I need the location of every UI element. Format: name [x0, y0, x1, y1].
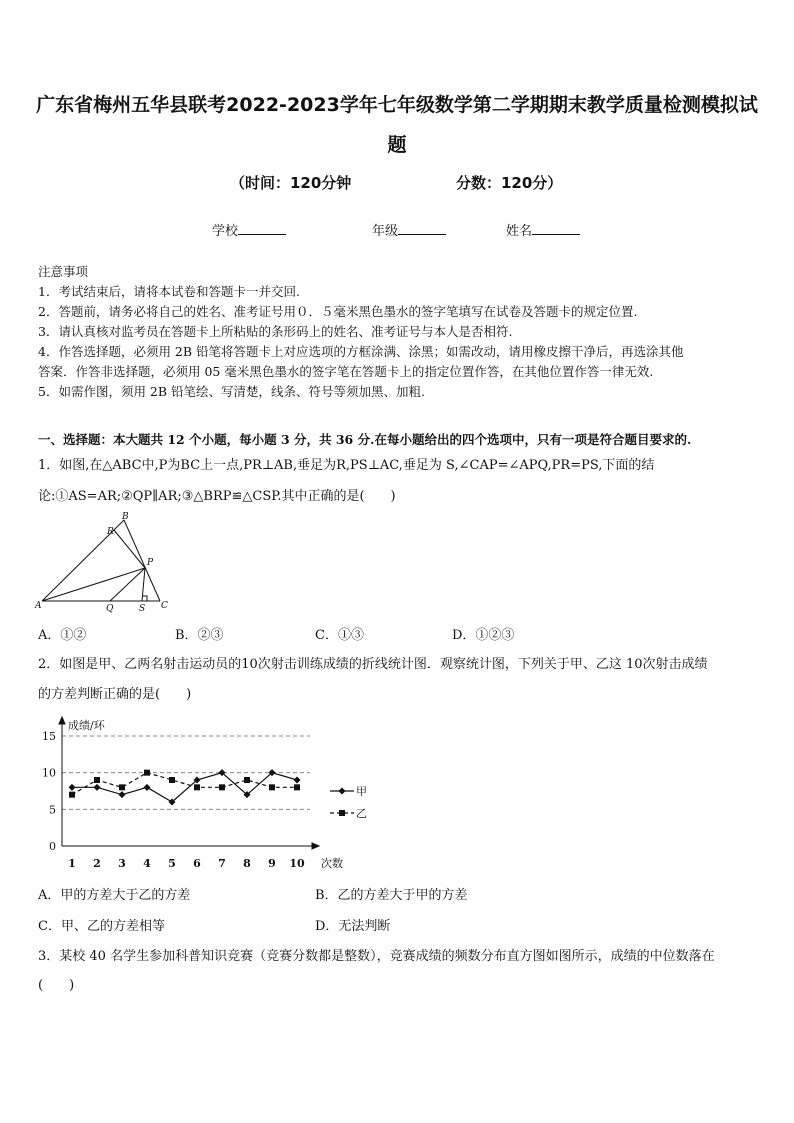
segment-bc	[124, 520, 160, 601]
school-blank	[238, 222, 286, 235]
chart-point-yi	[119, 784, 125, 790]
chart-x-tick-label: 10	[289, 857, 305, 870]
chart-y-tick-label: 0	[49, 840, 56, 853]
q1-triangle-figure	[34, 510, 174, 614]
notes-heading: 注意事项	[38, 264, 89, 279]
label-c: C	[161, 601, 168, 611]
segment-ap	[42, 568, 145, 601]
note-item: 5．如需作图，须用 2B 铅笔绘、写清楚，线条、符号等须加黑、加粗.	[38, 384, 426, 399]
chart-point-jia	[94, 784, 101, 791]
name-blank	[532, 222, 580, 235]
chart-x-tick-label: 9	[268, 857, 276, 870]
q1-option-d: D．①②③	[452, 628, 515, 643]
chart-y-tick-label: 15	[42, 730, 56, 743]
chart-series-line-0	[72, 773, 297, 802]
exam-title-line2: 题	[387, 134, 407, 156]
label-r: R	[107, 527, 114, 537]
q2-stem-line2: 的方差判断正确的是( )	[38, 687, 192, 702]
name-field	[506, 222, 580, 242]
x-axis-arrow-icon	[312, 843, 319, 849]
q2-score-line-chart	[34, 712, 367, 874]
chart-point-jia	[119, 791, 126, 798]
chart-x-tick-label: 8	[243, 857, 251, 870]
chart-point-jia	[144, 784, 151, 791]
chart-point-yi	[69, 792, 75, 798]
chart-x-tick-label: 3	[118, 857, 126, 870]
label-p: P	[147, 558, 154, 568]
q1-stem-line2: 论:①AS=AR;②QP∥AR;③△BRP≌△CSP.其中正确的是( )	[38, 489, 396, 504]
chart-x-tick-label: 4	[143, 857, 151, 870]
chart-point-yi	[294, 784, 300, 790]
q2-stem-line1: 2．如图是甲、乙两名射击运动员的10次射击训练成绩的折线统计图．观察统计图，下列关于甲、乙这 10次射击成绩	[38, 657, 708, 672]
section1-heading: 一、选择题：本大题共 12 个小题，每小题 3 分，共 36 分.在每小题给出的四个选项中，只有一项是符合题目要求的.	[38, 432, 692, 447]
label-a: A	[35, 601, 42, 611]
notes-block	[38, 262, 758, 402]
grade-label: 年级	[372, 224, 399, 239]
chart-point-jia	[69, 784, 76, 791]
chart-x-axis-label: 次数	[321, 857, 343, 870]
q3-stem-line1: 3．某校 40 名学生参加科普知识竞赛（竞赛分数都是整数），竞赛成绩的频数分布直方图如图所示，成绩的中位数落在	[38, 949, 715, 964]
name-label: 姓名	[506, 224, 533, 239]
y-axis-arrow-icon	[59, 717, 65, 724]
note-item: 1．考试结束后，请将本试卷和答题卡一并交回.	[38, 284, 300, 299]
segment-pq	[110, 568, 145, 601]
chart-y-tick-label: 10	[42, 766, 56, 780]
label-s: S	[139, 604, 146, 614]
chart-point-yi	[219, 784, 225, 790]
exam-score: 分数：120分）	[456, 174, 563, 192]
legend-diamond-icon	[338, 787, 345, 794]
chart-point-yi	[169, 777, 175, 783]
chart-point-yi	[144, 770, 150, 776]
segment-pr	[114, 530, 145, 568]
note-item: 2．答题前，请务必将自己的姓名、准考证号用０．５毫米黑色墨水的签字笔填写在试卷及答题卡的规定位置.	[38, 304, 638, 319]
legend-square-icon	[339, 810, 345, 816]
chart-y-axis-label: 成绩/环	[68, 719, 105, 732]
q2-option-d: D．无法判断	[315, 919, 391, 934]
q2-option-a: A．甲的方差大于乙的方差	[38, 888, 191, 903]
grade-field	[372, 222, 446, 242]
chart-point-yi	[194, 784, 200, 790]
chart-y-tick-label: 5	[49, 803, 56, 817]
grade-blank	[398, 222, 446, 235]
exam-time: （时间：120分钟	[230, 174, 352, 192]
q2-option-b: B．乙的方差大于甲的方差	[315, 888, 468, 903]
chart-x-tick-label: 6	[193, 857, 201, 870]
q1-option-a: A．①②	[38, 628, 87, 643]
note-item: 答案．作答非选择题，必须用 05 毫米黑色墨水的签字笔在答题卡上的指定位置作答，在其他位置作答一律无效.	[38, 364, 654, 379]
q1-option-c: C．①③	[315, 628, 364, 643]
q2-option-c: C．甲、乙的方差相等	[38, 919, 165, 934]
chart-x-tick-label: 5	[168, 857, 176, 870]
legend-label-yi: 乙	[356, 807, 367, 820]
chart-x-tick-label: 2	[93, 857, 101, 870]
exam-title-line1: 广东省梅州五华县联考2022-2023学年七年级数学第二学期期末教学质量检测模拟试	[36, 94, 758, 116]
chart-x-tick-label: 1	[68, 857, 76, 870]
note-item: 4．作答选择题，必须用 2B 铅笔将答题卡上对应选项的方框涂满、涂黑；如需改动，请用橡皮擦干净后，再选涂其他	[38, 344, 684, 359]
chart-point-yi	[94, 777, 100, 783]
q3-stem-line2: ( )	[38, 978, 75, 993]
chart-point-jia	[294, 777, 301, 784]
label-b: B	[122, 512, 129, 522]
chart-legend	[330, 785, 367, 820]
chart-point-yi	[269, 784, 275, 790]
q1-stem-line1: 1．如图,在△ABC中,P为BC上一点,PR⊥AB,垂足为R,PS⊥AC,垂足为 S,∠CAP=∠APQ,PR=PS,下面的结	[38, 458, 655, 473]
legend-label-jia: 甲	[356, 785, 367, 798]
chart-x-tick-label: 7	[218, 857, 226, 870]
note-item: 3．请认真核对监考员在答题卡上所粘贴的条形码上的姓名、准考证号与本人是否相符.	[38, 324, 513, 339]
school-label: 学校	[212, 224, 239, 239]
school-field	[212, 222, 286, 242]
chart-point-yi	[244, 777, 250, 783]
q1-option-b: B．②③	[175, 628, 224, 643]
label-q: Q	[106, 604, 114, 614]
